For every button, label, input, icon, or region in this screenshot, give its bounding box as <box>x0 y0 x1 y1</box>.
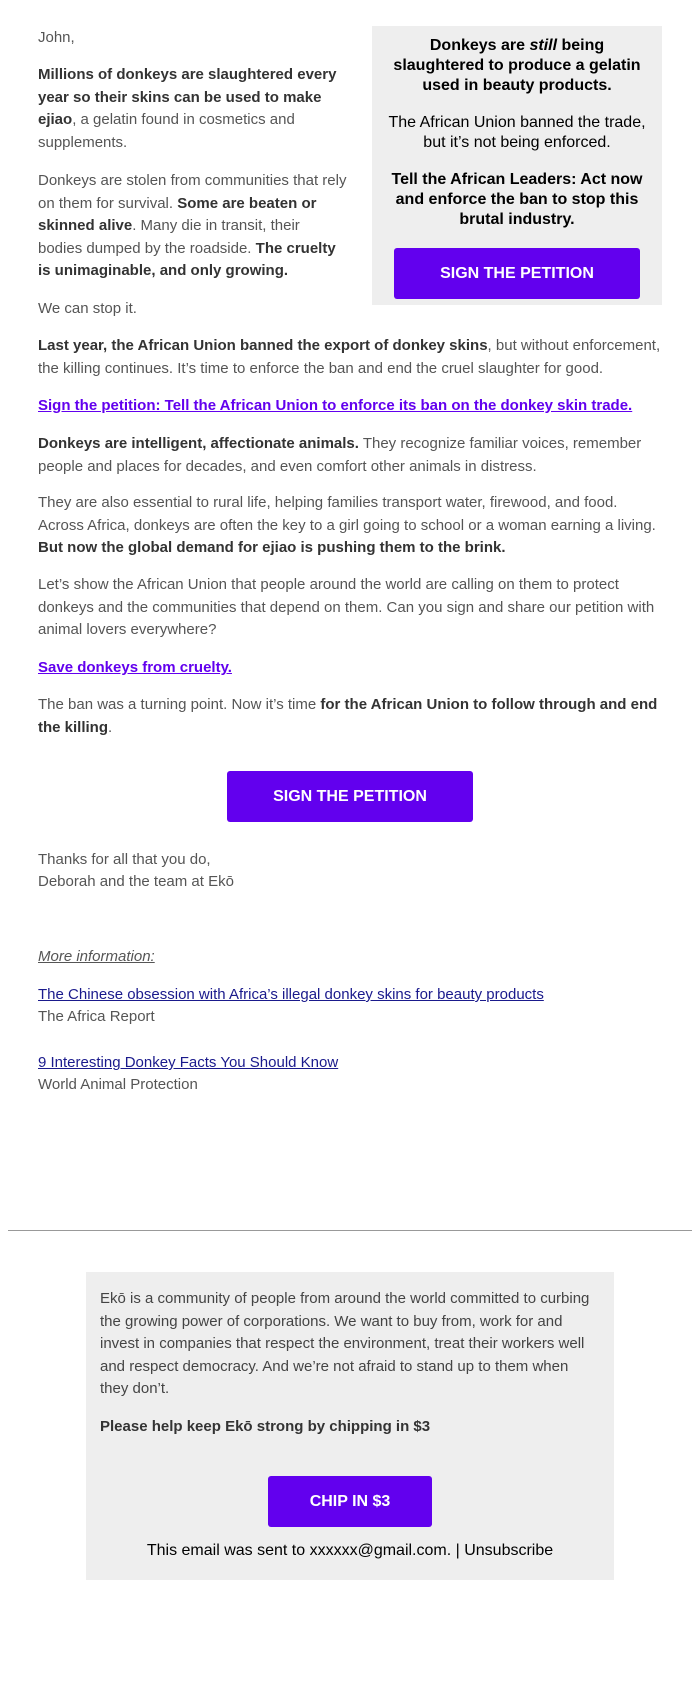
petition-callout-box <box>372 26 662 305</box>
source-publisher: World Animal Protection <box>38 1076 198 1093</box>
unsubscribe-link[interactable]: Unsubscribe <box>464 1542 554 1559</box>
callout-headline: Donkeys are still being slaughtered to produce a gelatin used in beauty products. <box>393 37 641 94</box>
footer-panel <box>86 1272 614 1580</box>
source-link-donkey-facts[interactable]: 9 Interesting Donkey Facts You Should Know <box>38 1054 339 1071</box>
callout-subtext: The African Union banned the trade, but it’s not being enforced. <box>388 114 646 151</box>
save-donkeys-link[interactable]: Save donkeys from cruelty. <box>38 659 232 676</box>
callout-call: Tell the African Leaders: Act now and enforce the ban to stop this brutal industry. <box>391 171 643 228</box>
greeting: John, <box>38 29 75 46</box>
paragraph-stop: We can stop it. <box>38 300 137 317</box>
paragraph-ban: Last year, the African Union banned the export of donkey skins, but without enforcement, the killing continues. It’s time to enforce the ban and end the cruel slaughter for good. <box>38 337 661 377</box>
intro-rest: , a gelatin found in cosmetics and supplements. <box>38 111 295 151</box>
footer-about: Ekō is a community of people from around the world committed to curbing the growing power of corporations. We want to buy from, work for and invest in companies that respect the environment, treat their workers well and respect democracy. And we’re not afraid to stand up to them when they don’t. <box>100 1290 590 1397</box>
callout-sign-petition-button[interactable]: SIGN THE PETITION <box>394 248 640 299</box>
sign-petition-link[interactable]: Sign the petition: Tell the African Union to enforce its ban on the donkey skin trade. <box>38 397 633 414</box>
source-publisher: The Africa Report <box>38 1008 155 1025</box>
signoff-thanks: Thanks for all that you do, <box>38 851 211 868</box>
footer-sent-to: This email was sent to xxxxxx@gmail.com. | Unsubscribe <box>146 1542 554 1559</box>
source-link-africa-report[interactable]: The Chinese obsession with Africa’s illegal donkey skins for beauty products <box>38 986 544 1003</box>
paragraph-intelligent: Donkeys are intelligent, affectionate animals. They recognize familiar voices, remember people and places for decades, and even comfort other animals in distress. <box>38 435 642 475</box>
sign-petition-button[interactable]: SIGN THE PETITION <box>227 771 473 822</box>
footer-divider <box>8 1230 692 1231</box>
paragraph-rural-life: They are also essential to rural life, helping families transport water, firewood, and food. Across Africa, donkeys are often the key to a girl going to school or a woman earning a living. But now the global demand for ejiao is pushing them to the brink. <box>38 494 656 556</box>
signoff-team: Deborah and the team at Ekō <box>38 873 234 890</box>
paragraph-cruelty: Donkeys are stolen from communities that rely on them for survival. Some are beaten or skinned alive. Many die in transit, their bodies dumped by the roadside. The cruelty is unimaginable, and only growing. <box>38 172 347 279</box>
intro-bold: Millions of donkeys are slaughtered every year so their skins can be used to make ejiao <box>38 66 337 128</box>
footer-ask: Please help keep Ekō strong by chipping in $3 <box>100 1417 431 1435</box>
paragraph-intro <box>38 64 348 154</box>
paragraph-call-to-action: Let’s show the African Union that people around the world are calling on them to protect donkeys and the communities that depend on them. Can you sign and share our petition with animal lovers everywhere? <box>38 576 655 638</box>
more-info-label: More information: <box>38 948 155 965</box>
paragraph-turning-point: The ban was a turning point. Now it’s time for the African Union to follow through and end the killing. <box>38 696 658 736</box>
chip-in-button[interactable]: CHIP IN $3 <box>268 1476 432 1527</box>
